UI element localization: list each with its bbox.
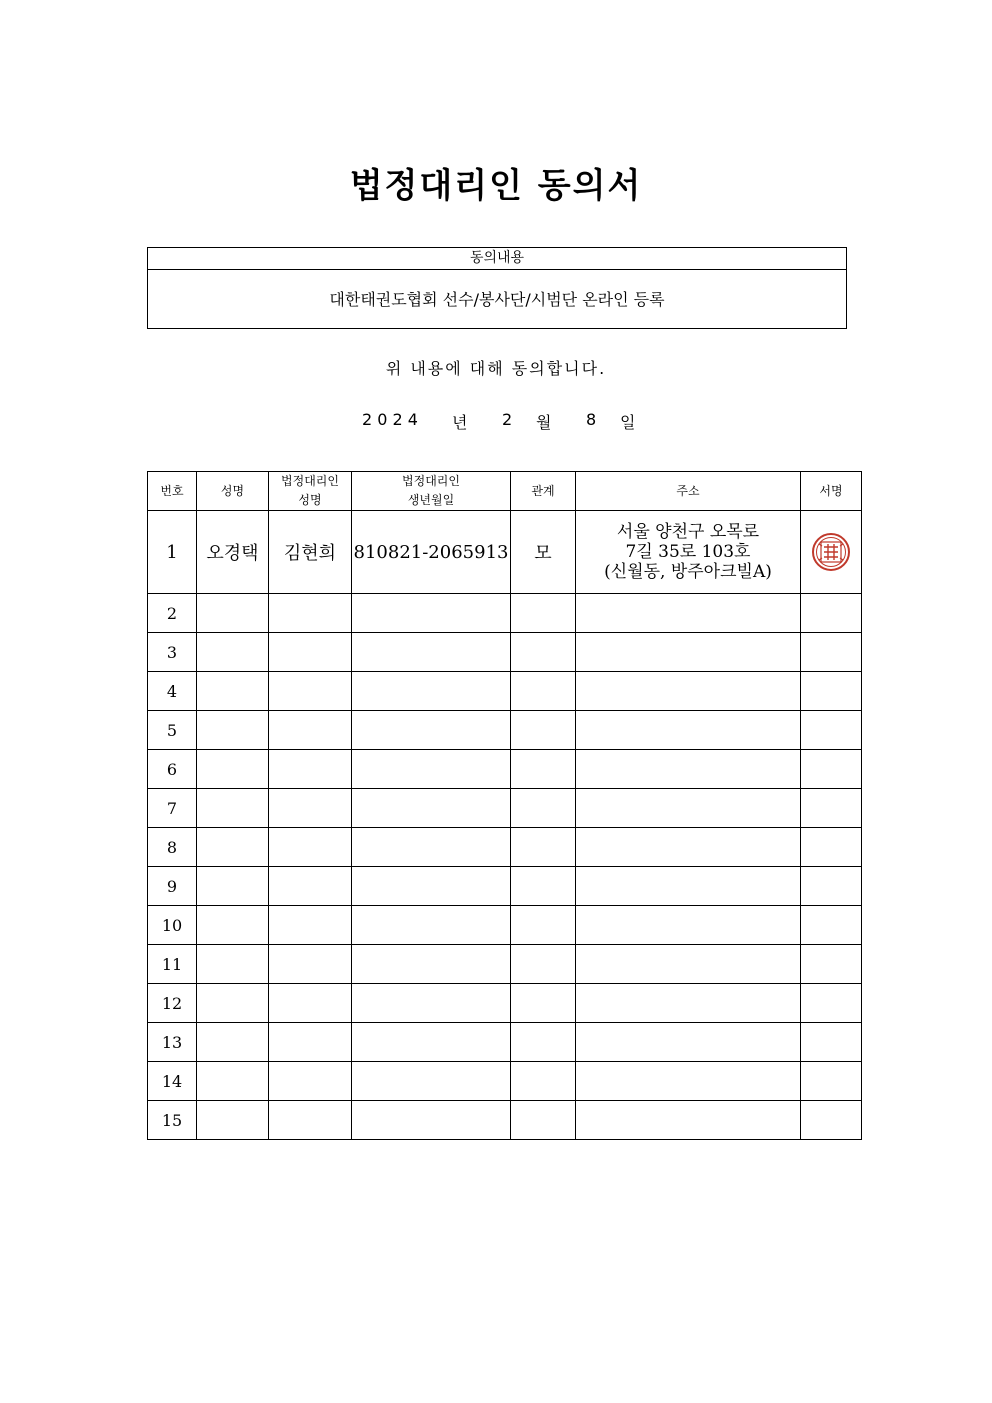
table-row — [148, 711, 862, 750]
row-name — [197, 594, 269, 633]
row-guardian-birth — [352, 828, 511, 867]
row-relation — [511, 672, 576, 711]
row-guardian-birth — [352, 984, 511, 1023]
row-guardian-name — [269, 1062, 352, 1101]
row-address — [576, 1062, 801, 1101]
row-number: 7 — [148, 789, 197, 828]
row-guardian-birth: 810821-2065913 — [352, 511, 511, 594]
row-relation — [511, 789, 576, 828]
header-guardian-birth — [352, 472, 511, 511]
row-guardian-birth — [352, 1062, 511, 1101]
row-relation — [511, 906, 576, 945]
row-guardian-name — [269, 945, 352, 984]
row-signature — [801, 1062, 862, 1101]
row-signature — [801, 750, 862, 789]
row-relation — [511, 1023, 576, 1062]
row-name — [197, 750, 269, 789]
table-header-row — [148, 472, 862, 511]
row-address — [576, 594, 801, 633]
row-guardian-name: 김현희 — [269, 511, 352, 594]
row-number: 3 — [148, 633, 197, 672]
row-name — [197, 984, 269, 1023]
row-relation — [511, 594, 576, 633]
row-name — [197, 1023, 269, 1062]
row-relation — [511, 867, 576, 906]
row-guardian-birth — [352, 750, 511, 789]
row-number: 15 — [148, 1101, 197, 1140]
row-number: 5 — [148, 711, 197, 750]
row-signature — [801, 511, 862, 594]
row-address — [576, 633, 801, 672]
row-guardian-name — [269, 750, 352, 789]
row-name: 오경택 — [197, 511, 269, 594]
row-signature — [801, 984, 862, 1023]
row-guardian-name — [269, 1023, 352, 1062]
row-address — [576, 867, 801, 906]
row-guardian-name — [269, 633, 352, 672]
row-guardian-birth — [352, 711, 511, 750]
table-row — [148, 672, 862, 711]
address-line-1: 서울 양천구 오목로 — [616, 522, 760, 542]
row-guardian-name — [269, 1101, 352, 1140]
agree-statement: 위 내용에 대해 동의합니다. — [385, 359, 607, 378]
address-line-2: 7길 35로 103호 — [625, 542, 751, 562]
header-address: 주소 — [576, 472, 801, 511]
row-name — [197, 867, 269, 906]
row-guardian-birth — [352, 672, 511, 711]
row-number: 9 — [148, 867, 197, 906]
row-address — [576, 511, 801, 594]
row-signature — [801, 1101, 862, 1140]
row-guardian-birth — [352, 945, 511, 984]
row-name — [197, 1062, 269, 1101]
row-number: 14 — [148, 1062, 197, 1101]
date-year-unit: 년 — [452, 413, 468, 432]
row-relation — [511, 711, 576, 750]
table-row — [148, 984, 862, 1023]
guardian-roster-table — [147, 471, 862, 1140]
header-guardian-name — [269, 472, 352, 511]
row-relation — [511, 945, 576, 984]
row-number: 11 — [148, 945, 197, 984]
table-row — [148, 750, 862, 789]
table-row — [148, 633, 862, 672]
row-address — [576, 789, 801, 828]
table-row — [148, 1023, 862, 1062]
row-relation: 모 — [511, 511, 576, 594]
row-number: 4 — [148, 672, 197, 711]
row-address — [576, 750, 801, 789]
table-row — [148, 867, 862, 906]
table-row — [148, 511, 862, 594]
date-month-unit: 월 — [536, 413, 552, 432]
row-signature — [801, 789, 862, 828]
row-number: 2 — [148, 594, 197, 633]
row-number: 12 — [148, 984, 197, 1023]
row-number: 8 — [148, 828, 197, 867]
row-name — [197, 633, 269, 672]
row-address — [576, 1023, 801, 1062]
header-name: 성명 — [197, 472, 269, 511]
header-signature: 서명 — [801, 472, 862, 511]
row-address — [576, 828, 801, 867]
consent-box — [147, 247, 847, 329]
header-guardian-birth-line2: 생년월일 — [407, 493, 455, 507]
row-guardian-name — [269, 672, 352, 711]
row-signature — [801, 828, 862, 867]
row-signature — [801, 867, 862, 906]
row-name — [197, 789, 269, 828]
row-guardian-birth — [352, 1101, 511, 1140]
row-name — [197, 906, 269, 945]
date-year: 2 0 2 4 — [362, 410, 418, 429]
row-guardian-name — [269, 789, 352, 828]
consent-body: 대한태권도협회 선수/봉사단/시범단 온라인 등록 — [329, 290, 665, 309]
row-relation — [511, 1101, 576, 1140]
row-signature — [801, 945, 862, 984]
row-guardian-name — [269, 906, 352, 945]
row-name — [197, 711, 269, 750]
header-relation: 관계 — [511, 472, 576, 511]
row-guardian-name — [269, 711, 352, 750]
row-guardian-name — [269, 984, 352, 1023]
header-guardian-name-line1: 법정대리인 — [281, 474, 339, 488]
header-guardian-name-line2: 성명 — [298, 493, 322, 507]
document-title: 법정대리인 동의서 — [349, 166, 643, 206]
row-relation — [511, 1062, 576, 1101]
row-name — [197, 672, 269, 711]
row-guardian-name — [269, 867, 352, 906]
row-signature — [801, 594, 862, 633]
row-signature — [801, 711, 862, 750]
date-day: 8 — [586, 410, 597, 429]
table-row — [148, 789, 862, 828]
row-address — [576, 906, 801, 945]
table-row — [148, 828, 862, 867]
row-name — [197, 828, 269, 867]
table-row — [148, 945, 862, 984]
row-number: 13 — [148, 1023, 197, 1062]
row-signature — [801, 672, 862, 711]
row-address — [576, 984, 801, 1023]
row-relation — [511, 750, 576, 789]
row-number: 1 — [148, 511, 197, 594]
row-name — [197, 945, 269, 984]
table-row — [148, 906, 862, 945]
table-row — [148, 1101, 862, 1140]
row-relation — [511, 984, 576, 1023]
table-row — [148, 594, 862, 633]
seal-stamp-icon — [811, 532, 851, 572]
row-number: 10 — [148, 906, 197, 945]
date-day-unit: 일 — [620, 413, 636, 432]
header-guardian-birth-line1: 법정대리인 — [402, 474, 460, 488]
address-line-3: (신월동, 방주아크빌A) — [604, 562, 772, 582]
row-signature — [801, 1023, 862, 1062]
consent-header: 동의내용 — [148, 248, 846, 270]
row-address — [576, 711, 801, 750]
row-guardian-birth — [352, 633, 511, 672]
row-guardian-birth — [352, 906, 511, 945]
date-month: 2 — [502, 410, 513, 429]
row-signature — [801, 633, 862, 672]
row-relation — [511, 633, 576, 672]
table-row — [148, 1062, 862, 1101]
row-address — [576, 945, 801, 984]
row-guardian-name — [269, 594, 352, 633]
row-number: 6 — [148, 750, 197, 789]
row-relation — [511, 828, 576, 867]
row-guardian-birth — [352, 789, 511, 828]
row-guardian-birth — [352, 594, 511, 633]
row-guardian-name — [269, 828, 352, 867]
row-name — [197, 1101, 269, 1140]
header-no: 번호 — [148, 472, 197, 511]
row-signature — [801, 906, 862, 945]
row-guardian-birth — [352, 1023, 511, 1062]
date-line — [358, 410, 648, 432]
row-address — [576, 1101, 801, 1140]
row-address — [576, 672, 801, 711]
row-guardian-birth — [352, 867, 511, 906]
